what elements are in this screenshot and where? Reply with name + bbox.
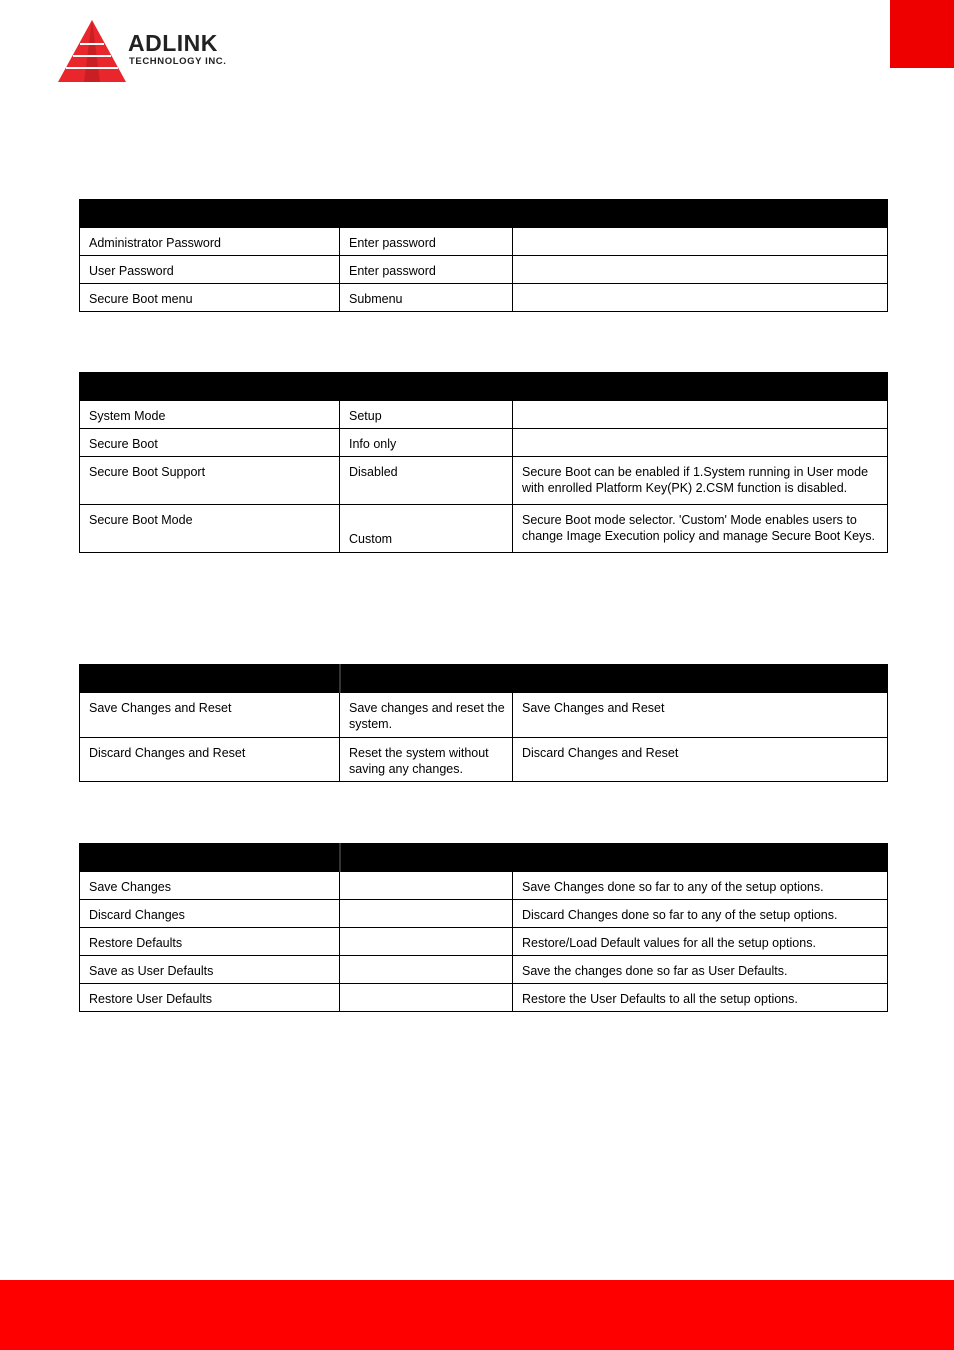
setting-description xyxy=(513,429,888,457)
setting-name: Secure Boot menu xyxy=(80,284,340,312)
setting-option xyxy=(340,956,513,984)
table-header xyxy=(80,664,888,693)
setting-option xyxy=(340,872,513,900)
setting-description: Save the changes done so far as User Defaults. xyxy=(513,956,888,984)
table-row xyxy=(80,693,888,738)
adlink-triangle-icon xyxy=(56,18,128,88)
setting-name: Secure Boot Support xyxy=(80,457,340,505)
setting-option: Enter password xyxy=(340,256,513,284)
table-row xyxy=(80,256,888,284)
setting-name: Save as User Defaults xyxy=(80,956,340,984)
setting-name: Save Changes xyxy=(80,872,340,900)
setting-description: Discard Changes done so far to any of the setup options. xyxy=(513,900,888,928)
table-row xyxy=(80,984,888,1012)
logo-tagline: TECHNOLOGY INC. xyxy=(129,56,227,67)
setting-name: Save Changes and Reset xyxy=(80,693,340,738)
setting-option: Submenu xyxy=(340,284,513,312)
setting-option xyxy=(340,900,513,928)
save-reset-table xyxy=(79,664,888,782)
setting-name: User Password xyxy=(80,256,340,284)
setting-description: Save Changes and Reset xyxy=(513,693,888,738)
setting-description: Secure Boot mode selector. 'Custom' Mode enables users to change Image Execution policy and manage Secure Boot Keys. xyxy=(513,505,888,553)
setting-option: Custom xyxy=(340,505,513,553)
footer-bar xyxy=(0,1280,954,1350)
setting-description: Discard Changes and Reset xyxy=(513,738,888,782)
corner-tab xyxy=(890,0,954,68)
setting-name: System Mode xyxy=(80,401,340,429)
setting-description: Restore the User Defaults to all the setup options. xyxy=(513,984,888,1012)
table-header xyxy=(80,199,888,228)
secure-boot-table xyxy=(79,372,888,553)
setting-name: Secure Boot xyxy=(80,429,340,457)
setting-option: Disabled xyxy=(340,457,513,505)
table-row xyxy=(80,284,888,312)
setting-option xyxy=(340,984,513,1012)
security-rows xyxy=(80,228,888,312)
setting-description: Restore/Load Default values for all the setup options. xyxy=(513,928,888,956)
table-row xyxy=(80,900,888,928)
secure-boot-rows xyxy=(80,401,888,553)
setting-name: Secure Boot Mode xyxy=(80,505,340,553)
table-row xyxy=(80,872,888,900)
setting-option: Enter password xyxy=(340,228,513,256)
table-row xyxy=(80,228,888,256)
table-row xyxy=(80,457,888,505)
save-reset-rows xyxy=(80,693,888,782)
setting-option: Setup xyxy=(340,401,513,429)
setting-description: Save Changes done so far to any of the setup options. xyxy=(513,872,888,900)
setting-option: Save changes and reset the system. xyxy=(340,693,513,738)
save-options-rows xyxy=(80,872,888,1012)
table-row xyxy=(80,505,888,553)
table-row xyxy=(80,928,888,956)
setting-name: Restore Defaults xyxy=(80,928,340,956)
setting-description xyxy=(513,284,888,312)
table-header xyxy=(80,843,888,872)
save-options-table xyxy=(79,843,888,1012)
setting-option: Info only xyxy=(340,429,513,457)
adlink-logo xyxy=(56,18,276,88)
table-row xyxy=(80,738,888,782)
setting-name: Discard Changes and Reset xyxy=(80,738,340,782)
setting-description xyxy=(513,228,888,256)
table-row xyxy=(80,956,888,984)
setting-description: Secure Boot can be enabled if 1.System running in User mode with enrolled Platform Key(PK) 2.CSM function is disabled. xyxy=(513,457,888,505)
setting-name: Restore User Defaults xyxy=(80,984,340,1012)
setting-name: Discard Changes xyxy=(80,900,340,928)
table-header xyxy=(80,372,888,401)
setting-description xyxy=(513,256,888,284)
setting-option xyxy=(340,928,513,956)
table-row xyxy=(80,401,888,429)
setting-description xyxy=(513,401,888,429)
security-table xyxy=(79,199,888,312)
setting-option: Reset the system without saving any changes. xyxy=(340,738,513,782)
logo-name: ADLINK xyxy=(128,30,218,56)
setting-name: Administrator Password xyxy=(80,228,340,256)
table-row xyxy=(80,429,888,457)
